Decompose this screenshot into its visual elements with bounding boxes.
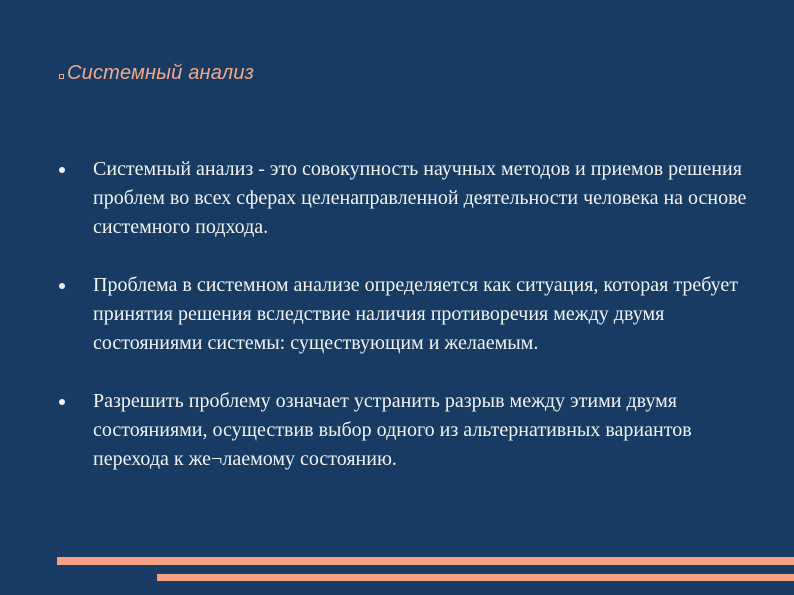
decorative-stripe-bottom (157, 574, 794, 581)
bullet-item (59, 155, 749, 242)
bullet-item (59, 387, 749, 474)
bullet-item (59, 271, 749, 358)
bullet-dot-icon (59, 167, 65, 173)
slide-title-row (59, 62, 254, 85)
decorative-stripe-top (57, 557, 794, 565)
bullet-text: Проблема в системном анализе определяется как ситуация, которая требует принятия решения вследствие наличия противоречия между двумя состояниями системы: существующим и желаемым. (93, 274, 739, 354)
slide-title: Системный анализ (67, 62, 255, 84)
bullet-text: Разрешить проблему означает устранить разрыв между этими двумя состояниями, осуществив выбор одного из альтернативных вариантов перехода к же¬лаемому состоянию. (93, 390, 692, 470)
bullet-list (59, 155, 749, 474)
bullet-dot-icon (59, 283, 65, 289)
square-bullet-icon (59, 74, 64, 79)
bullet-text: Системный анализ - это совокупность научных методов и приемов решения проблем во всех сферах целенаправленной деятельности человека на основе системного подхода. (93, 158, 747, 238)
bullet-dot-icon (59, 399, 65, 405)
